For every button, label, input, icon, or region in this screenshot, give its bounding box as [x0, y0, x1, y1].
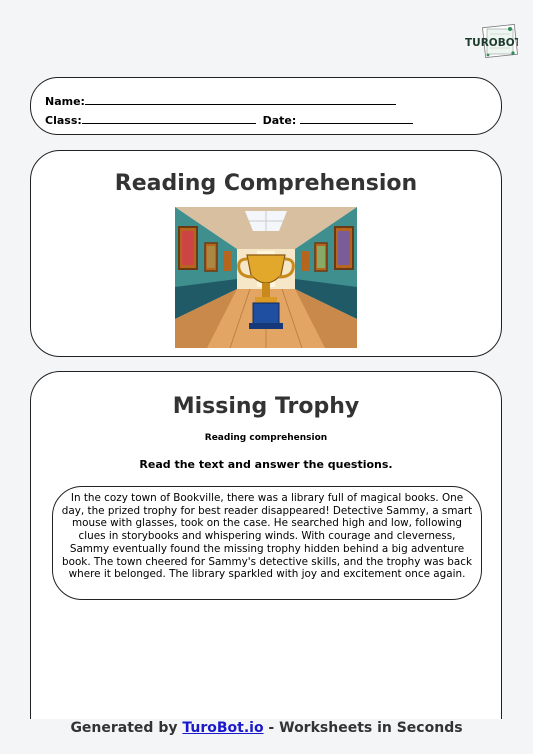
footer-suffix: - Worksheets in Seconds [263, 720, 463, 736]
class-date-row [45, 113, 413, 127]
trophy-library-icon [175, 207, 357, 348]
story-instruction: Read the text and answer the questions. [139, 458, 393, 471]
turobot-logo [464, 24, 518, 60]
logo-text: TUROBOT [465, 37, 518, 49]
story-title: Missing Trophy [172, 394, 360, 419]
story-passage: In the cozy town of Bookville, there was a library full of magical books. One day, the prized trophy for best reader disappeared! Detective Sammy, a smart mouse with glasses, took on the case. He searched high and low, following clues in storybooks and whispering winds. With courage and cleverness, Sammy eventually found the missing trophy hidden behind a big adventure book. The town cheered for Sammy's detective skills, and the trophy was back where it belonged. The library sparkled with joy and excitement once again. [52, 486, 482, 600]
name-label: Name: [45, 95, 85, 108]
trophy-illustration [175, 207, 357, 348]
story-subtitle: Reading comprehension [204, 433, 328, 443]
student-info-box [30, 77, 502, 135]
name-row [45, 94, 396, 108]
page-title: Reading Comprehension [114, 171, 418, 196]
date-line[interactable] [300, 113, 413, 124]
class-label: Class: [45, 114, 82, 127]
turobot-link[interactable]: TuroBot.io [182, 720, 264, 736]
story-section [30, 371, 502, 731]
footer-prefix: Generated by [70, 720, 183, 736]
class-line[interactable] [82, 113, 256, 124]
name-line[interactable] [85, 94, 396, 105]
footer [0, 719, 533, 741]
logo-icon [464, 24, 518, 60]
date-label: Date: [262, 114, 297, 127]
reading-comprehension-section [30, 150, 502, 357]
